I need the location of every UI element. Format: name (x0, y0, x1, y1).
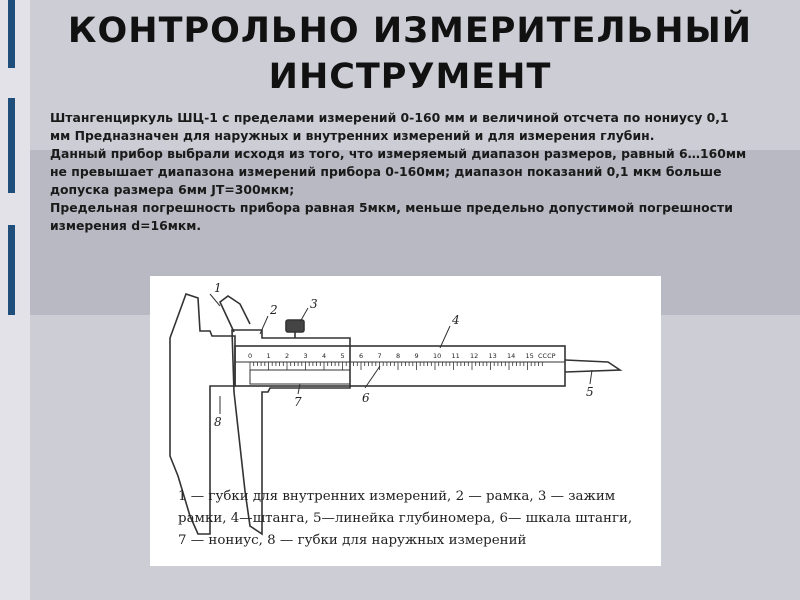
body-paragraph-3: Предельная погрешность прибора равная 5мкм, меньше предельно допустимой погрешности измерения d=16мкм. (50, 200, 733, 233)
scale-number: 15 (525, 352, 534, 360)
caliper-figure (150, 276, 661, 566)
callout-2: 2 (270, 303, 278, 317)
caption-line-2: рамки, 4—штанга, 5—линейка глубиномера, 6— шкала штанги, (178, 511, 633, 526)
callout-5: 5 (586, 385, 594, 399)
scale-number: 9 (414, 352, 419, 360)
caption-line-1: 1 — губки для внутренних измерений, 2 — рамка, 3 — зажим (178, 489, 616, 504)
scale-number: 4 (322, 352, 327, 360)
lock-screw (286, 320, 304, 332)
scale-number: 10 (433, 352, 442, 360)
callout-6: 6 (362, 391, 370, 405)
leader-1 (210, 294, 220, 306)
scale-number: 11 (451, 352, 460, 360)
title-line-1: КОНТРОЛЬНО ИЗМЕРИТЕЛЬНЫЙ (67, 11, 753, 51)
beam-scale-numbers (248, 352, 534, 360)
scale-number: 8 (396, 352, 401, 360)
scale-number: 12 (470, 352, 479, 360)
leader-6 (365, 366, 380, 388)
scale-number: 5 (340, 352, 345, 360)
slide-title (40, 8, 780, 100)
callout-8: 8 (214, 415, 222, 429)
scale-number: 1 (266, 352, 271, 360)
scale-number: 7 (377, 352, 382, 360)
leader-4 (440, 326, 450, 348)
inner-jaw-slider (220, 296, 250, 332)
slide-body-text (50, 109, 750, 235)
callout-1: 1 (214, 281, 222, 295)
decor-bar-top (8, 0, 15, 68)
leader-2 (260, 316, 268, 334)
scale-number: 2 (285, 352, 290, 360)
figure-caption (178, 486, 658, 552)
callout-4: 4 (452, 313, 460, 327)
decor-bar-middle (8, 98, 15, 193)
caption-line-3: 7 — нониус, 8 — губки для наружных измерений (178, 533, 527, 548)
title-line-2: ИНСТРУМЕНТ (268, 57, 552, 97)
scale-number: 3 (303, 352, 308, 360)
decor-bar-bottom (8, 225, 15, 315)
scale-number: 13 (488, 352, 497, 360)
body-paragraph-2: Данный прибор выбрали исходя из того, что измеряемый диапазон размеров, равный 6…160мм не превышает диапазона измерений прибора 0-160мм; диапазон показаний 0,1 мкм больше допуска размера 6мм JT=300мкм; (50, 146, 747, 197)
left-decoration-strip (0, 0, 30, 600)
engraving-label: СССР (538, 352, 556, 360)
body-paragraph-1: Штангенциркуль ШЦ-1 с пределами измерений 0-160 мм и величиной отсчета по нониусу 0,1 мм Предназначен для наружных и внутренних измерений и для измерения глубин. (50, 110, 729, 143)
leader-5 (590, 370, 592, 384)
scale-number: 14 (507, 352, 516, 360)
callout-7: 7 (294, 395, 302, 409)
scale-number: 0 (248, 352, 253, 360)
vernier-window (250, 370, 350, 384)
depth-rod (565, 360, 620, 372)
scale-number: 6 (359, 352, 364, 360)
beam-tick-marks (250, 362, 542, 370)
callout-3: 3 (310, 297, 318, 311)
